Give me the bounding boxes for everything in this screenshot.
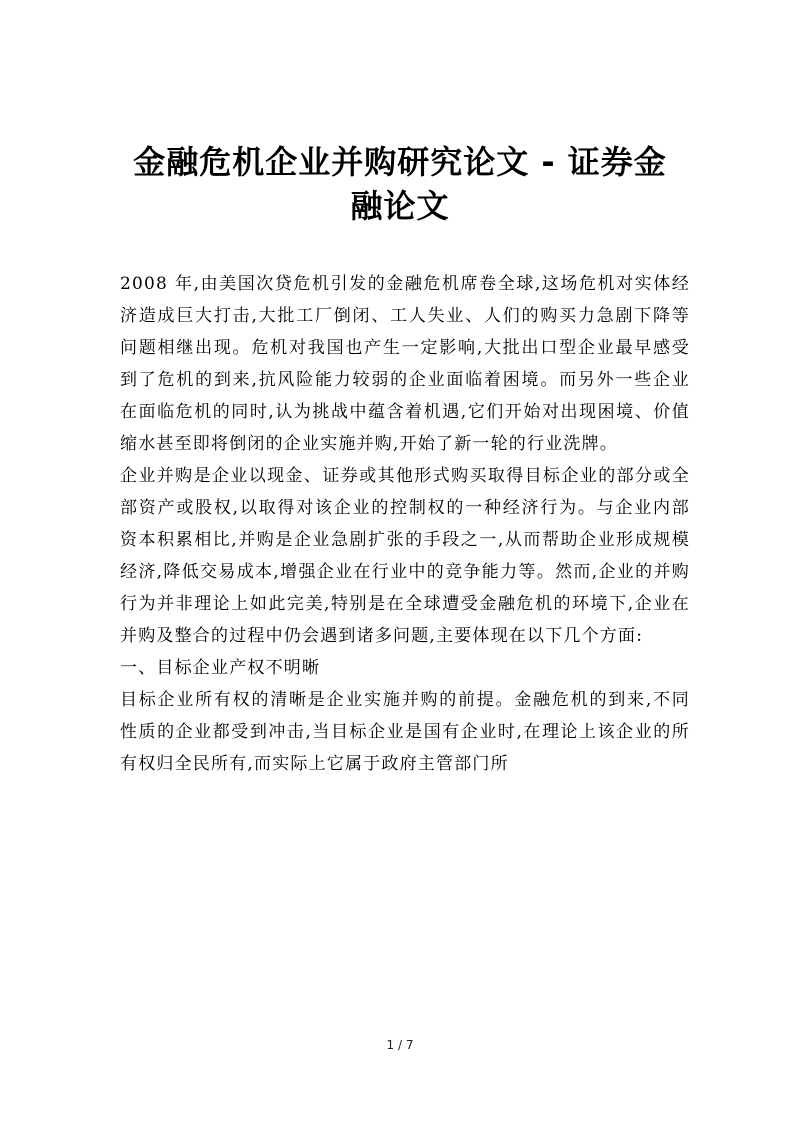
document-body [120,268,690,780]
section-heading: 一、目标企业产权不明晰 [120,658,321,678]
document-title: 金融危机企业并购研究论文 - 证券金融论文 [133,143,667,225]
page-number: 1 / 7 [386,1038,414,1052]
paragraph-definition: 企业并购是企业以现金、证券或其他形式购买取得目标企业的部分或全部资产或股权,以取得对该企业的控制权的一种经济行为。与企业内部资本积累相比,并购是企业急剧扩张的手段之一,从而帮助企业形成规模经济,降低交易成本,增强企业在行业中的竞争能力等。然而,企业的并购行为并非理论上如此完美,特别是在全球遭受金融危机的环境下,企业在并购及整合的过程中仍会遇到诸多问题,主要体现在以下几个方面: [120,466,690,646]
paragraph-intro: 2008 年,由美国次贷危机引发的金融危机席卷全球,这场危机对实体经济造成巨大打击,大批工厂倒闭、工人失业、人们的购买力急剧下降等问题相继出现。危机对我国也产生一定影响,大批出口型企业最早感受到了危机的到来,抗风险能力较弱的企业面临着困境。而另外一些企业在面临危机的同时,认为挑战中蕴含着机遇,它们开始对出现困境、价值缩水甚至即将倒闭的企业实施并购,开始了新一轮的行业洗牌。 [120,274,690,454]
paragraph-ownership: 目标企业所有权的清晰是企业实施并购的前提。金融危机的到来,不同性质的企业都受到冲击,当目标企业是国有企业时,在理论上该企业的所有权归全民所有,而实际上它属于政府主管部门所 [120,690,690,774]
